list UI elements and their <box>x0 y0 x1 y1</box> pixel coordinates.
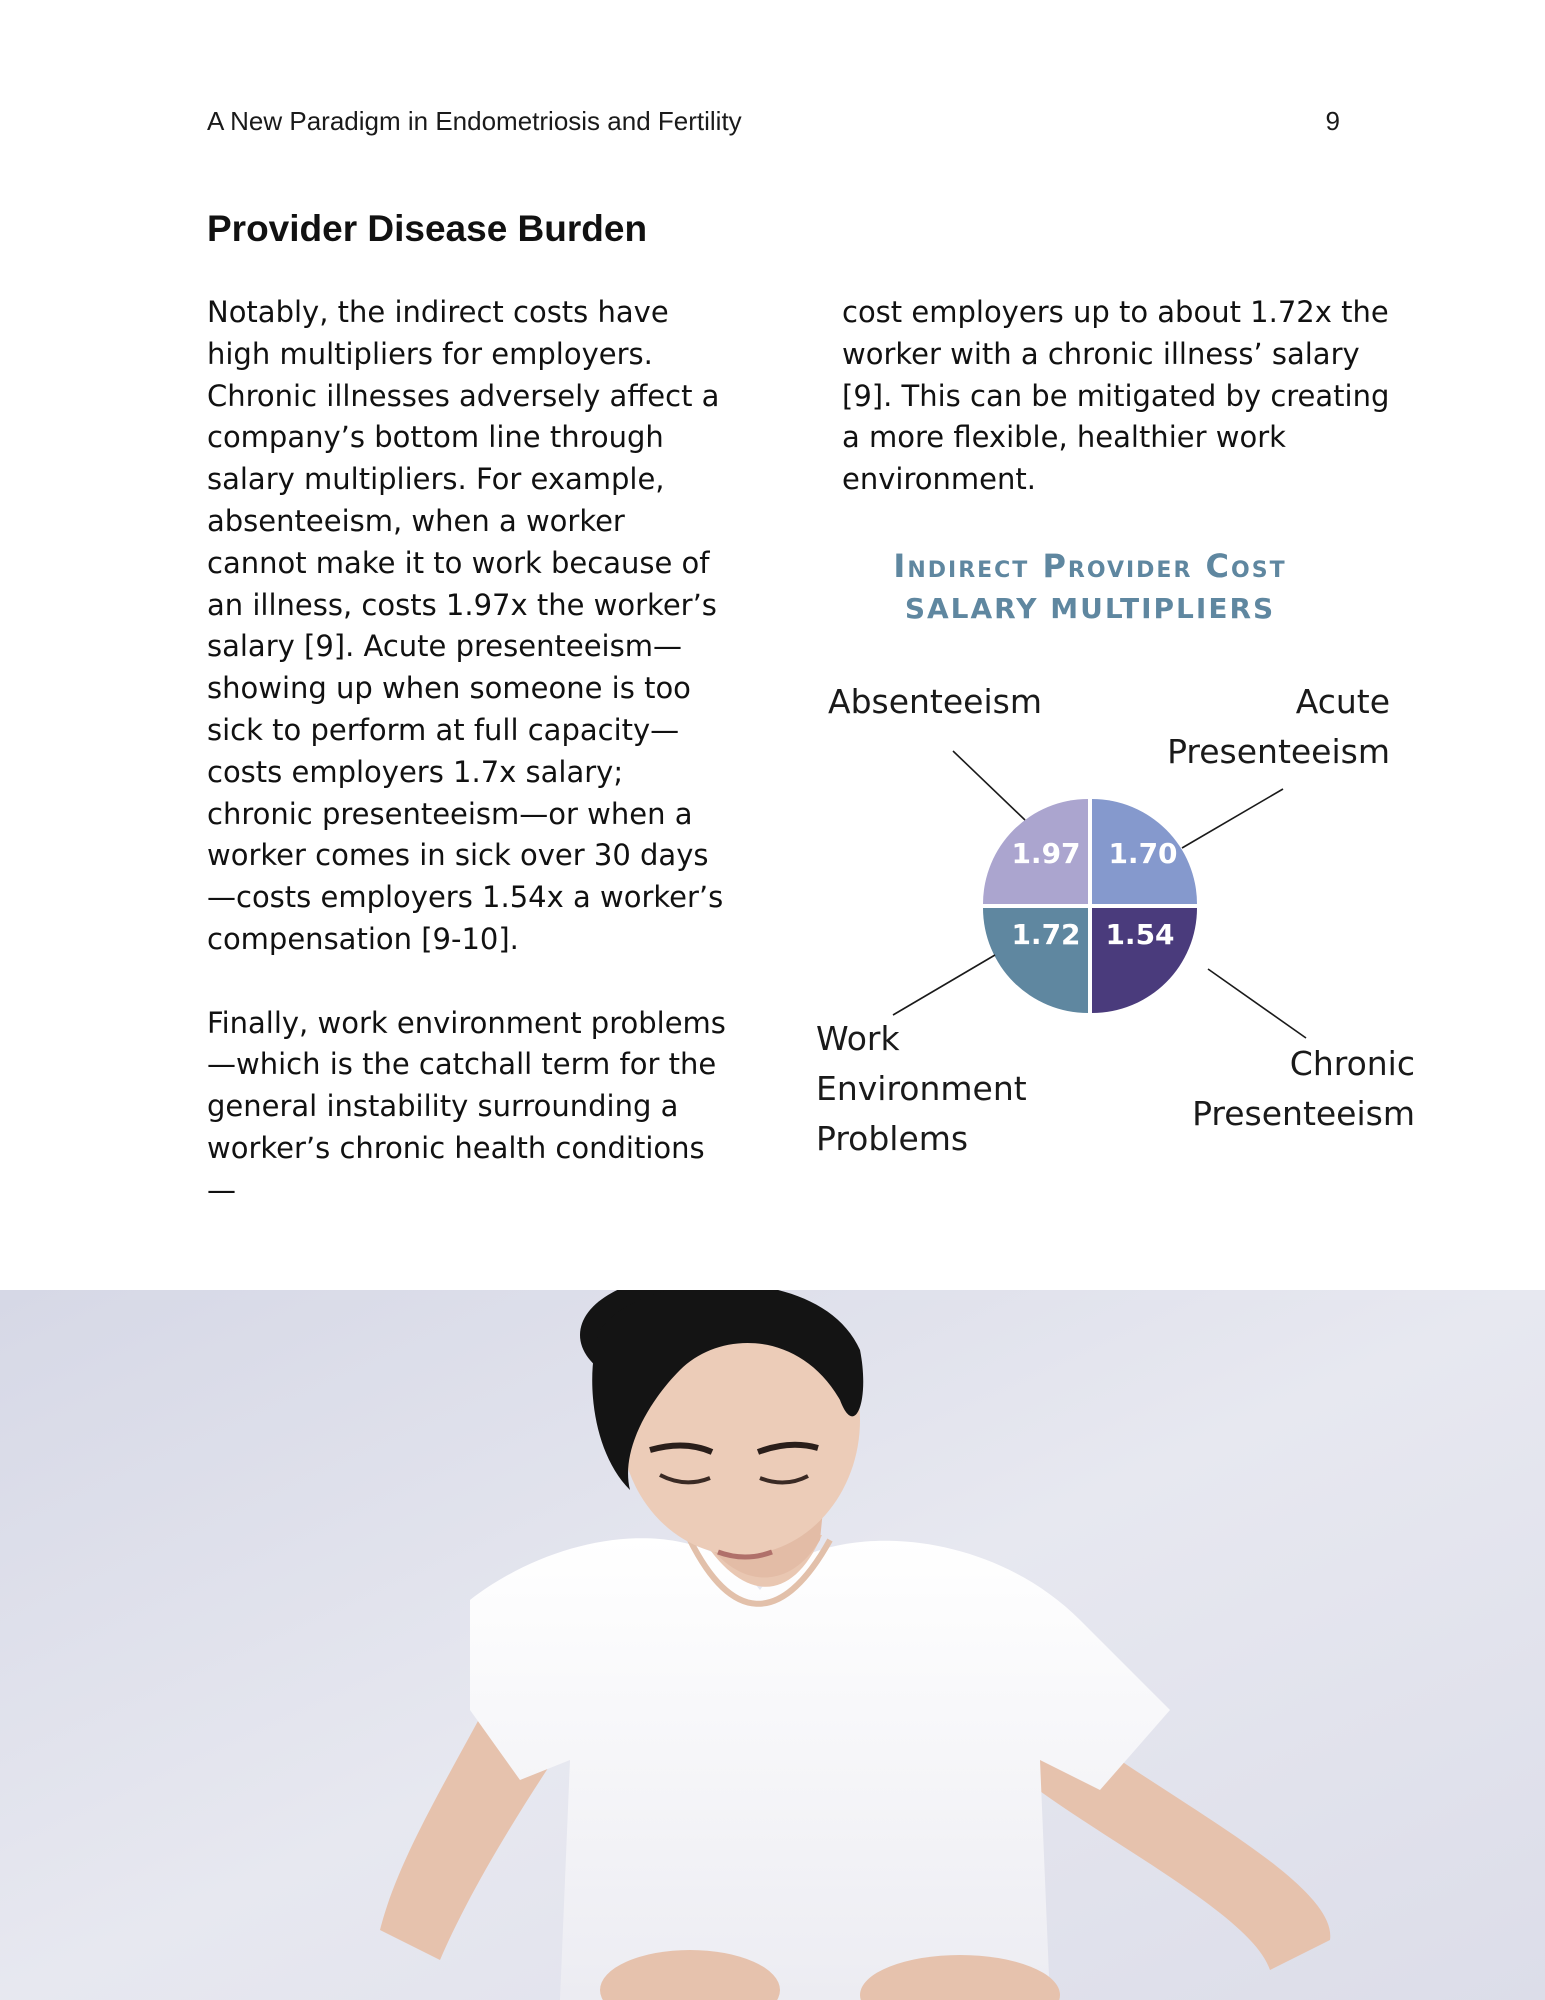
callout-label-1: Absenteeism <box>828 682 1042 721</box>
pie-slices <box>816 682 1415 1158</box>
callout-label-4: Work Environment Problems <box>816 1019 1027 1158</box>
chart-title-line-2: SALARY MULTIPLIERS <box>904 592 1276 625</box>
callout-line-4 <box>893 955 995 1015</box>
photo-illustration <box>0 1290 1545 2000</box>
callout-line-3 <box>1208 969 1306 1038</box>
section-heading: Provider Disease Burden <box>207 208 648 249</box>
slice-value-label-4: 1.72 <box>1011 918 1081 951</box>
hero-photo <box>0 1290 1545 2000</box>
paragraph-indirect-costs: Notably, the indirect costs have high multipliers for employers. Chronic illnesses adversely affect a company’s bottom line through salary multipliers. For example, absenteeism, when a worker cannot make it to work because of an illness, costs 1.97x the worker’s salary [9]. Acute presenteeism—showing up when someone is too sick to perform at full capacity—costs employers 1.7x salary; chronic presenteeism—or when a worker comes in sick over 30 days—costs employers 1.54x a worker’s compensation [9-10]. <box>207 295 724 956</box>
callout-line-1 <box>953 751 1025 820</box>
page-number: 9 <box>1325 106 1340 136</box>
slice-value-label-3: 1.54 <box>1105 918 1175 951</box>
chart-canvas <box>800 545 1440 1185</box>
salary-multiplier-chart <box>800 545 1440 1185</box>
callout-label-2: Acute Presenteeism <box>1167 682 1390 771</box>
paragraph-mitigation: cost employers up to about 1.72x the worker with a chronic illness’ salary [9]. This can be mitigated by creating a more flexible, healthier work environment. <box>842 295 1390 497</box>
paragraph-work-environment: Finally, work environment problems—which is the catchall term for the general instability surrounding a worker’s chronic health conditions— <box>207 1005 726 1207</box>
running-header <box>207 104 1340 138</box>
slice-value-label-1: 1.97 <box>1011 837 1081 870</box>
callout-label-3: Chronic Presenteeism <box>1192 1044 1415 1133</box>
document-title: A New Paradigm in Endometriosis and Fertility <box>207 106 742 136</box>
chart-title-line-1: Indirect Provider Cost <box>893 547 1287 585</box>
right-text-column <box>842 292 1402 501</box>
callout-line-2 <box>1182 789 1283 848</box>
left-text-column <box>207 292 727 1212</box>
slice-value-label-2: 1.70 <box>1108 837 1178 870</box>
